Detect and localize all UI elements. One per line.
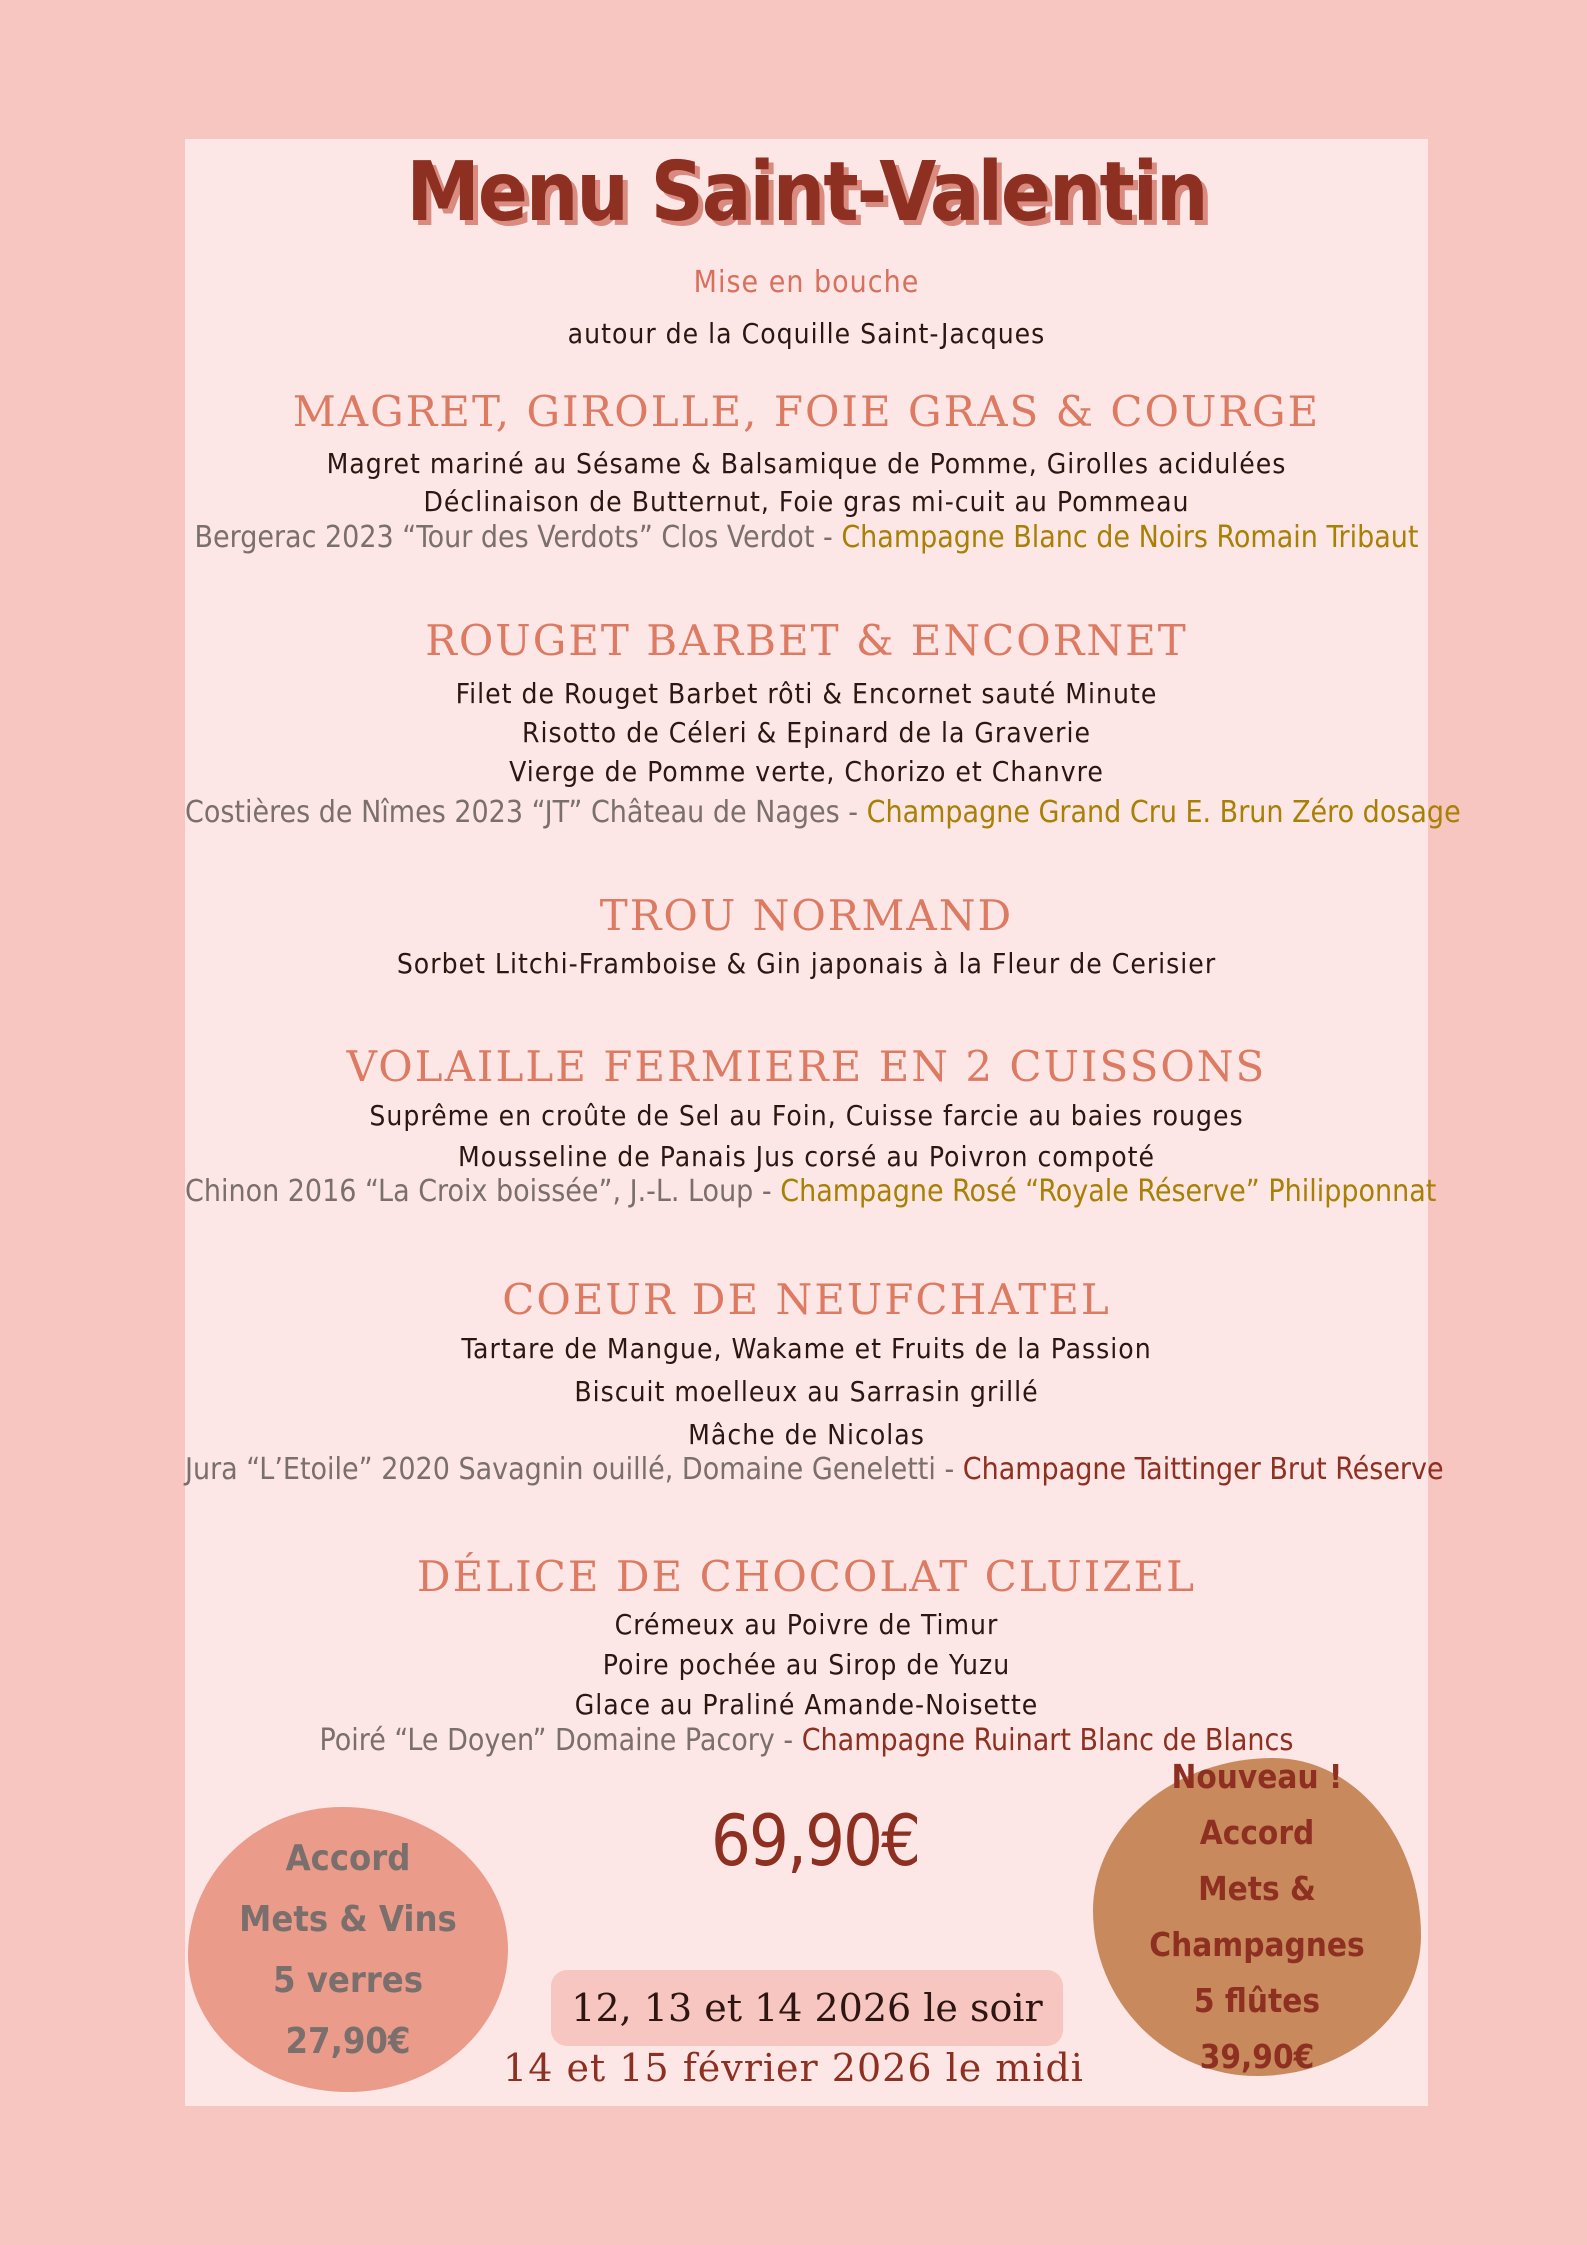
course-line: Magret mariné au Sésame & Balsamique de Pomme, Girolles acidulées bbox=[326, 447, 1287, 480]
separator: - bbox=[848, 795, 859, 830]
course-line: Mâche de Nicolas bbox=[688, 1418, 925, 1451]
wine-name: Bergerac 2023 “Tour des Verdots” Clos Verdot bbox=[194, 520, 815, 555]
course-line: Glace au Praliné Amande-Noisette bbox=[574, 1688, 1039, 1721]
badge-line: 5 verres bbox=[272, 1959, 424, 2001]
course-line: Crémeux au Poivre de Timur bbox=[614, 1608, 999, 1641]
course-heading-volaille: VOLAILLE FERMIERE EN 2 CUISSONS bbox=[346, 1042, 1267, 1091]
wine-name: Jura “L’Etoile” 2020 Savagnin ouillé, Domaine Geneletti bbox=[185, 1452, 936, 1487]
separator: - bbox=[761, 1174, 772, 1209]
wine-pairing bbox=[185, 1452, 1444, 1487]
badge-line: Nouveau ! bbox=[1171, 1757, 1343, 1796]
page-title: Menu Saint-Valentin bbox=[406, 145, 1207, 240]
course-line: Vierge de Pomme verte, Chorizo et Chanvre bbox=[509, 755, 1104, 788]
wine-name: Chinon 2016 “La Croix boissée”, J.-L. Loup bbox=[185, 1174, 754, 1209]
champagne-name: Champagne Ruinart Blanc de Blancs bbox=[801, 1723, 1294, 1758]
badge-price: 27,90€ bbox=[285, 2020, 411, 2062]
wine-pairing bbox=[185, 795, 1461, 830]
accord-mets-champagnes-badge bbox=[1093, 1758, 1421, 2076]
wine-name: Poiré “Le Doyen” Domaine Pacory bbox=[319, 1723, 775, 1758]
course-line: Poire pochée au Sirop de Yuzu bbox=[602, 1648, 1011, 1681]
badge-line: Accord bbox=[1199, 1813, 1315, 1852]
badge-price: 39,90€ bbox=[1199, 2037, 1315, 2076]
champagne-name: Champagne Grand Cru E. Brun Zéro dosage bbox=[866, 795, 1461, 830]
badge-line: 5 flûtes bbox=[1193, 1981, 1321, 2020]
wine-name: Costières de Nîmes 2023 “JT” Château de Nages bbox=[185, 795, 840, 830]
midday-dates: 14 et 15 février 2026 le midi bbox=[503, 2046, 1084, 2090]
course-line: Sorbet Litchi-Framboise & Gin japonais à la Fleur de Cerisier bbox=[396, 947, 1217, 980]
course-line: Suprême en croûte de Sel au Foin, Cuisse farcie au baies rouges bbox=[369, 1099, 1244, 1132]
amuse-description: autour de la Coquille Saint-Jacques bbox=[567, 317, 1046, 350]
course-heading-trou-normand: TROU NORMAND bbox=[599, 891, 1014, 940]
amuse-heading: Mise en bouche bbox=[693, 265, 920, 300]
course-line: Mousseline de Panais Jus corsé au Poivron compoté bbox=[457, 1140, 1156, 1173]
course-line: Filet de Rouget Barbet rôti & Encornet sauté Minute bbox=[455, 677, 1158, 710]
evening-dates bbox=[551, 1970, 1063, 2046]
champagne-name: Champagne Taittinger Brut Réserve bbox=[962, 1452, 1444, 1487]
separator: - bbox=[822, 520, 833, 555]
menu-price: 69,90€ bbox=[710, 1800, 920, 1882]
course-heading-magret: MAGRET, GIROLLE, FOIE GRAS & COURGE bbox=[292, 387, 1321, 436]
badge-line: Mets & Vins bbox=[239, 1898, 457, 1940]
course-heading-rouget: ROUGET BARBET & ENCORNET bbox=[425, 616, 1188, 665]
course-heading-delice-chocolat: DÉLICE DE CHOCOLAT CLUIZEL bbox=[416, 1552, 1197, 1601]
champagne-name: Champagne Rosé “Royale Réserve” Philipponnat bbox=[780, 1174, 1437, 1209]
wine-pairing bbox=[185, 1174, 1437, 1209]
course-line: Biscuit moelleux au Sarrasin grillé bbox=[574, 1375, 1039, 1408]
champagne-name: Champagne Blanc de Noirs Romain Tribaut bbox=[841, 520, 1419, 555]
course-line: Déclinaison de Butternut, Foie gras mi-cuit au Pommeau bbox=[423, 485, 1190, 518]
evening-dates-text: 12, 13 et 14 2026 le soir bbox=[571, 1986, 1043, 2030]
badge-line: Mets & Champagnes bbox=[1149, 1869, 1365, 1964]
badge-line: Accord bbox=[285, 1837, 411, 1879]
course-heading-neufchatel: COEUR DE NEUFCHATEL bbox=[502, 1275, 1111, 1324]
course-line: Risotto de Céleri & Epinard de la Graverie bbox=[522, 716, 1091, 749]
course-line: Tartare de Mangue, Wakame et Fruits de la Passion bbox=[461, 1332, 1152, 1365]
separator: - bbox=[944, 1452, 955, 1487]
wine-pairing bbox=[185, 520, 1428, 555]
separator: - bbox=[783, 1723, 794, 1758]
